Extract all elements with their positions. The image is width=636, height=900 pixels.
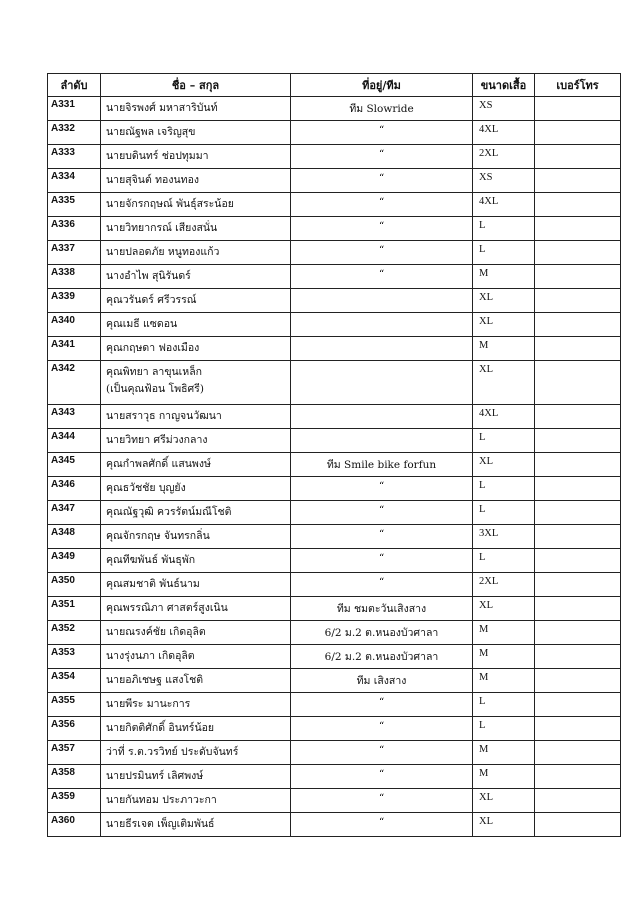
header-order: ลำดับ [48, 74, 101, 97]
row-address-team: “ [291, 121, 473, 145]
row-name [101, 789, 291, 813]
table-row [48, 741, 621, 765]
table-row [48, 549, 621, 573]
row-phone [535, 789, 621, 813]
row-shirt-size: M [473, 337, 535, 361]
row-phone [535, 313, 621, 337]
row-shirt-size: M [473, 621, 535, 645]
row-name-text: นางรุ่งนภา เกิดอุลิต [106, 650, 195, 662]
row-name-text: คุณจักรกฤษ จันทรกลิ่น [106, 530, 210, 542]
header-row [48, 74, 621, 97]
table-row [48, 525, 621, 549]
table-row [48, 453, 621, 477]
row-shirt-size: L [473, 477, 535, 501]
row-order: A358 [48, 765, 101, 789]
row-name-text: นายบดินทร์ ช่อปทุมมา [106, 150, 209, 162]
row-name-text: คุณณัฐวุฒิ ควรรัตน์มณีโชติ [106, 506, 232, 518]
row-name [101, 361, 291, 405]
row-name [101, 453, 291, 477]
row-name [101, 289, 291, 313]
row-address-team: “ [291, 145, 473, 169]
row-phone [535, 241, 621, 265]
row-name [101, 573, 291, 597]
row-phone [535, 645, 621, 669]
row-name-text: นายธีรเจต เพ็ญเติมพันธ์ [106, 818, 215, 830]
row-order: A339 [48, 289, 101, 313]
row-name [101, 265, 291, 289]
row-address-team: 6/2 ม.2 ต.หนองบัวศาลา [291, 645, 473, 669]
table-row [48, 265, 621, 289]
row-order: A352 [48, 621, 101, 645]
row-phone [535, 813, 621, 837]
row-address-team: “ [291, 693, 473, 717]
row-order: A355 [48, 693, 101, 717]
row-name [101, 429, 291, 453]
table-row [48, 765, 621, 789]
row-name-text: นายกิตติศักดิ์ อินทร์น้อย [106, 722, 215, 734]
row-address-team: “ [291, 217, 473, 241]
row-name-text: นายจิรพงศ์ มหาสาริบันท์ [106, 102, 218, 114]
row-phone [535, 549, 621, 573]
row-address-team: “ [291, 525, 473, 549]
row-phone [535, 693, 621, 717]
row-name-text: ว่าที่ ร.ต.วรวิทย์ ประดับจันทร์ [106, 746, 239, 758]
table-row [48, 621, 621, 645]
row-address-team: ทีม ชมตะวันเสิงสาง [291, 597, 473, 621]
table-row [48, 361, 621, 405]
row-shirt-size: XL [473, 361, 535, 405]
row-name-text: นายวิทยากรณ์ เสียงสนั่น [106, 222, 218, 234]
row-name-note: (เป็นคุณฟ้อน โพธิศรี) [106, 383, 204, 395]
row-phone [535, 193, 621, 217]
row-phone [535, 289, 621, 313]
row-address-team: ทีม Smile bike forfun [291, 453, 473, 477]
row-phone [535, 477, 621, 501]
table-row [48, 169, 621, 193]
row-shirt-size: M [473, 265, 535, 289]
row-order: A357 [48, 741, 101, 765]
table-row [48, 217, 621, 241]
table-row [48, 789, 621, 813]
row-order: A345 [48, 453, 101, 477]
row-address-team: “ [291, 765, 473, 789]
row-name [101, 717, 291, 741]
row-shirt-size: XL [473, 789, 535, 813]
row-order: A334 [48, 169, 101, 193]
row-shirt-size: M [473, 669, 535, 693]
row-name [101, 741, 291, 765]
row-name [101, 193, 291, 217]
row-order: A337 [48, 241, 101, 265]
row-shirt-size: XL [473, 597, 535, 621]
row-phone [535, 453, 621, 477]
row-address-team: ทีม เสิงสาง [291, 669, 473, 693]
row-phone [535, 573, 621, 597]
row-name-text: นายสุจินต์ ทองนทอง [106, 174, 200, 186]
row-name [101, 525, 291, 549]
row-shirt-size: 3XL [473, 525, 535, 549]
row-address-team: 6/2 ม.2 ต.หนองบัวศาลา [291, 621, 473, 645]
row-phone [535, 405, 621, 429]
table-row [48, 313, 621, 337]
row-name [101, 145, 291, 169]
row-phone [535, 597, 621, 621]
row-address-team: “ [291, 741, 473, 765]
table-row [48, 573, 621, 597]
table-row [48, 337, 621, 361]
row-order: A332 [48, 121, 101, 145]
row-shirt-size: L [473, 549, 535, 573]
table-row [48, 693, 621, 717]
row-name-text: นายกันทอม ประภาวะกา [106, 794, 217, 806]
table-row [48, 241, 621, 265]
participant-table [47, 73, 621, 837]
row-phone [535, 337, 621, 361]
row-name-text: คุณพิทยา ลาขุนเหล็ก [106, 366, 202, 378]
row-address-team: “ [291, 265, 473, 289]
row-order: A341 [48, 337, 101, 361]
row-order: A346 [48, 477, 101, 501]
table-row [48, 597, 621, 621]
table-row [48, 405, 621, 429]
row-name [101, 337, 291, 361]
row-name [101, 645, 291, 669]
row-name [101, 405, 291, 429]
row-shirt-size: L [473, 241, 535, 265]
row-order: A350 [48, 573, 101, 597]
header-shirt-size: ขนาดเสื้อ [473, 74, 535, 97]
row-address-team: “ [291, 169, 473, 193]
row-name [101, 121, 291, 145]
row-order: A343 [48, 405, 101, 429]
row-name [101, 693, 291, 717]
row-shirt-size: L [473, 429, 535, 453]
table-row [48, 717, 621, 741]
row-shirt-size: 2XL [473, 145, 535, 169]
row-order: A331 [48, 97, 101, 121]
row-phone [535, 741, 621, 765]
row-shirt-size: L [473, 501, 535, 525]
row-address-team: “ [291, 477, 473, 501]
row-order: A353 [48, 645, 101, 669]
row-phone [535, 361, 621, 405]
row-shirt-size: 2XL [473, 573, 535, 597]
row-name [101, 813, 291, 837]
row-name [101, 621, 291, 645]
row-name [101, 669, 291, 693]
row-shirt-size: M [473, 645, 535, 669]
row-name [101, 97, 291, 121]
row-address-team: “ [291, 717, 473, 741]
row-phone [535, 121, 621, 145]
row-address-team: “ [291, 813, 473, 837]
row-shirt-size: L [473, 693, 535, 717]
row-name-text: นายปลอดภัย หนูทองแก้ว [106, 246, 220, 258]
row-phone [535, 501, 621, 525]
row-address-team: ทีม Slowride [291, 97, 473, 121]
row-shirt-size: M [473, 765, 535, 789]
row-order: A335 [48, 193, 101, 217]
row-name-text: นายอภิเชษฐ แสงโชติ [106, 674, 204, 686]
row-address-team: “ [291, 573, 473, 597]
table-row [48, 645, 621, 669]
row-phone [535, 669, 621, 693]
row-order: A356 [48, 717, 101, 741]
header-address-team: ที่อยู่/ทีม [291, 74, 473, 97]
row-order: A342 [48, 361, 101, 405]
row-address-team [291, 405, 473, 429]
row-order: A344 [48, 429, 101, 453]
registration-sheet [47, 73, 620, 837]
table-row [48, 501, 621, 525]
row-shirt-size: M [473, 741, 535, 765]
row-name [101, 313, 291, 337]
row-name [101, 549, 291, 573]
row-order: A360 [48, 813, 101, 837]
row-phone [535, 621, 621, 645]
table-row [48, 813, 621, 837]
row-phone [535, 429, 621, 453]
row-shirt-size: XL [473, 453, 535, 477]
row-name-text: นายณรงค์ชัย เกิดอุลิต [106, 626, 206, 638]
row-order: A359 [48, 789, 101, 813]
row-order: A336 [48, 217, 101, 241]
row-order: A333 [48, 145, 101, 169]
row-order: A349 [48, 549, 101, 573]
table-row [48, 145, 621, 169]
row-address-team: “ [291, 501, 473, 525]
row-name-text: คุณกำพลศักดิ์ แสนพงษ์ [106, 458, 211, 470]
row-phone [535, 145, 621, 169]
row-phone [535, 525, 621, 549]
table-row [48, 193, 621, 217]
row-shirt-size: 4XL [473, 405, 535, 429]
row-phone [535, 717, 621, 741]
row-shirt-size: 4XL [473, 121, 535, 145]
row-order: A354 [48, 669, 101, 693]
row-phone [535, 97, 621, 121]
row-name-text: นายจักรกฤษณ์ พันธุ์สระน้อย [106, 198, 234, 210]
row-name [101, 169, 291, 193]
row-shirt-size: L [473, 217, 535, 241]
row-order: A338 [48, 265, 101, 289]
row-address-team [291, 313, 473, 337]
row-order: A351 [48, 597, 101, 621]
row-name-text: นายสราวุธ กาญจนวัฒนา [106, 410, 222, 422]
row-shirt-size: XL [473, 313, 535, 337]
table-row [48, 97, 621, 121]
header-phone: เบอร์โทร [535, 74, 621, 97]
table-row [48, 477, 621, 501]
row-name-text: คุณเมธี แซดอน [106, 318, 178, 330]
row-address-team [291, 361, 473, 405]
header-name: ชื่อ – สกุล [101, 74, 291, 97]
row-name-text: นายพีระ มานะการ [106, 698, 191, 710]
row-order: A348 [48, 525, 101, 549]
table-row [48, 429, 621, 453]
row-shirt-size: XS [473, 97, 535, 121]
row-address-team: “ [291, 789, 473, 813]
row-phone [535, 265, 621, 289]
row-phone [535, 765, 621, 789]
row-address-team [291, 429, 473, 453]
row-address-team: “ [291, 549, 473, 573]
row-name-text: คุณธวัชชัย บุญยัง [106, 482, 186, 494]
row-name-text: คุณวรันดร์ ศรีวรรณ์ [106, 294, 197, 306]
row-shirt-size: XS [473, 169, 535, 193]
row-name-text: คุณพรรณิภา ศาสตร์สูงเนิน [106, 602, 228, 614]
row-name-text: นางอำไพ สุนิรันดร์ [106, 270, 191, 282]
row-name-text: คุณทีฆพันธ์ พันธุพัก [106, 554, 196, 566]
row-order: A340 [48, 313, 101, 337]
row-address-team [291, 289, 473, 313]
row-phone [535, 217, 621, 241]
row-shirt-size: 4XL [473, 193, 535, 217]
row-shirt-size: L [473, 717, 535, 741]
row-name [101, 765, 291, 789]
row-name [101, 501, 291, 525]
row-name [101, 477, 291, 501]
table-row [48, 289, 621, 313]
row-phone [535, 169, 621, 193]
row-address-team: “ [291, 193, 473, 217]
row-shirt-size: XL [473, 289, 535, 313]
row-name-text: นายวิทยา ศรีม่วงกลาง [106, 434, 208, 446]
row-name-text: คุณสมชาติ พันธ์นาม [106, 578, 200, 590]
row-name-text: นายปรมินทร์ เลิศพงษ์ [106, 770, 204, 782]
row-shirt-size: XL [473, 813, 535, 837]
row-order: A347 [48, 501, 101, 525]
row-name-text: นายณัฐพล เจริญสุข [106, 126, 196, 138]
table-row [48, 121, 621, 145]
row-name [101, 597, 291, 621]
row-name [101, 241, 291, 265]
row-address-team [291, 337, 473, 361]
row-name-text: คุณกฤษดา ฟองเมือง [106, 342, 200, 354]
table-row [48, 669, 621, 693]
row-address-team: “ [291, 241, 473, 265]
row-name [101, 217, 291, 241]
